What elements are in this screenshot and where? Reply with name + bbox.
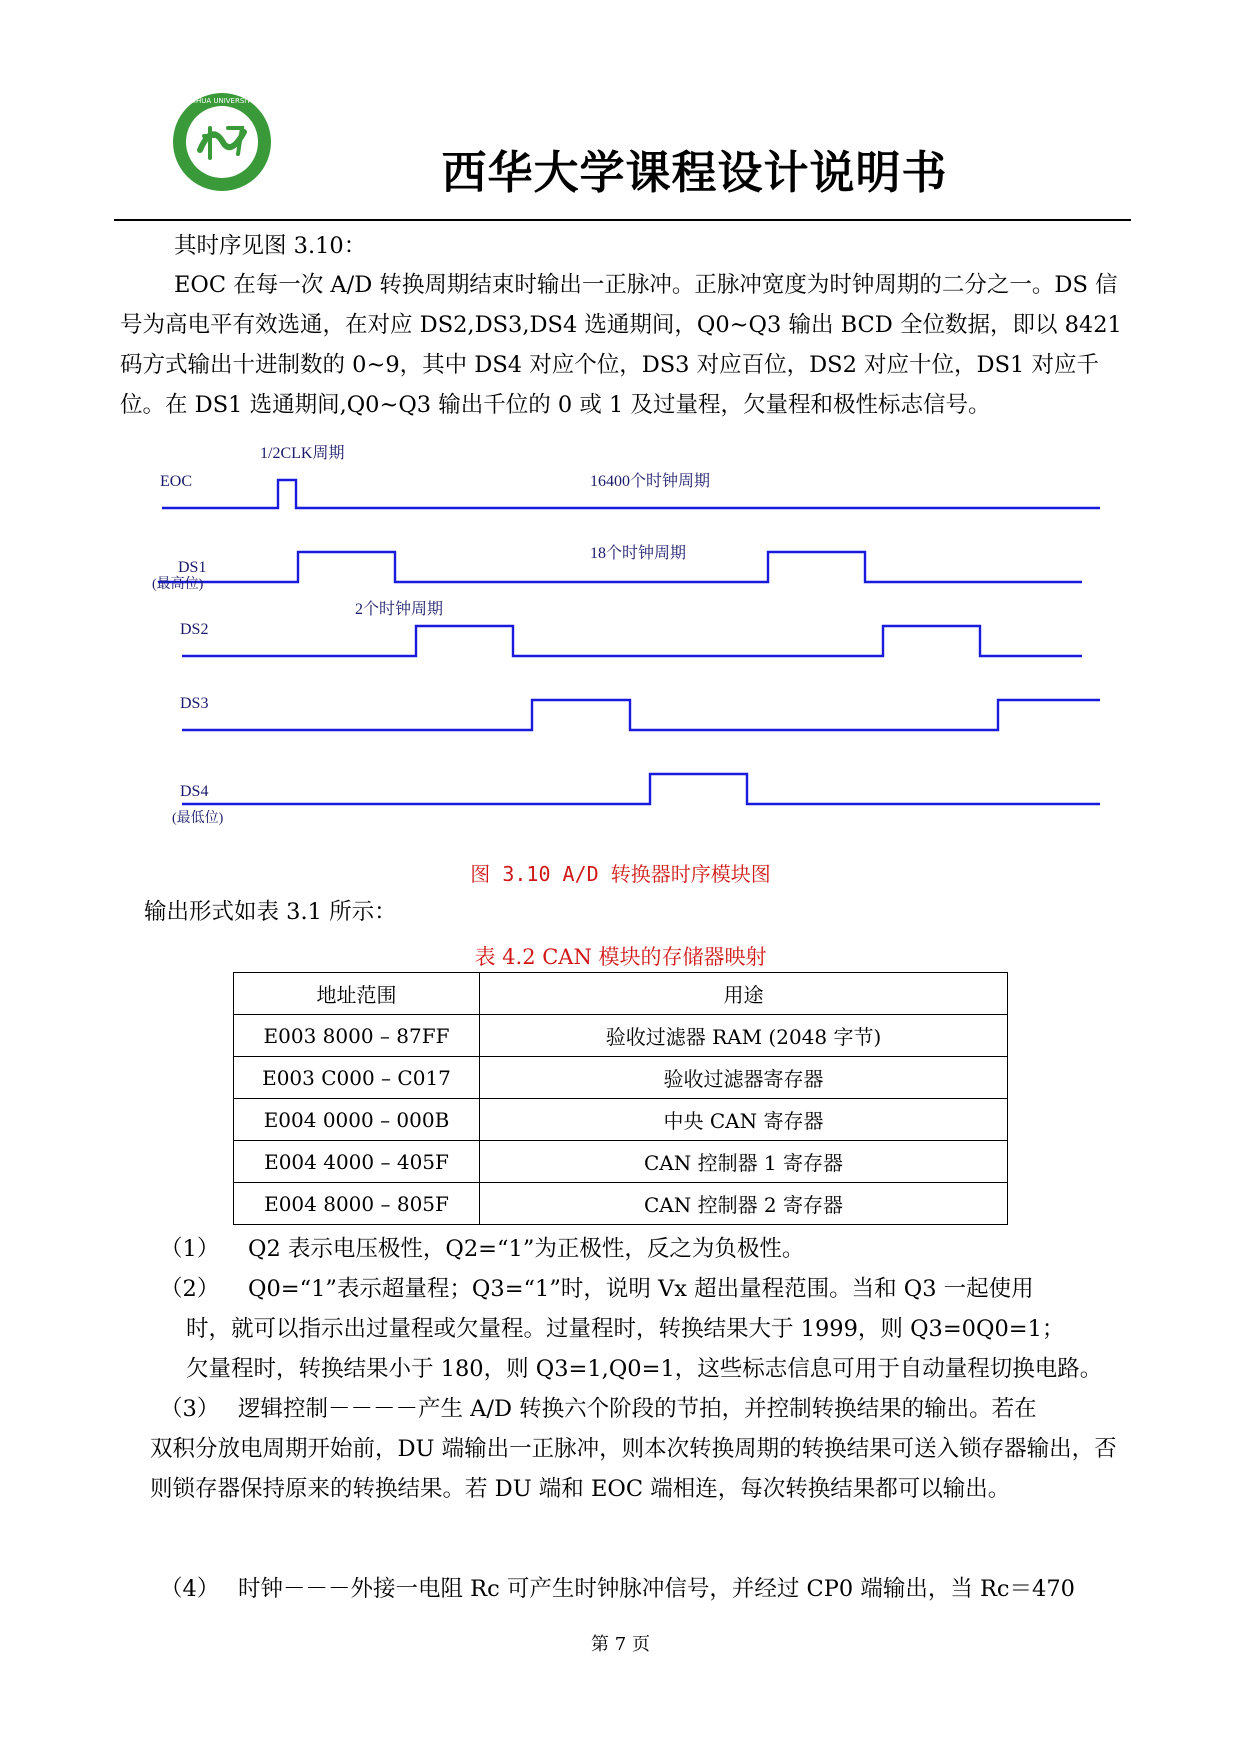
ds3-waveform <box>182 700 1100 730</box>
period-2-label: 2个时钟周期 <box>355 601 444 618</box>
eoc-paragraph: EOC 在每一次 A/D 转换周期结束时输出一正脉冲。正脉冲宽度为时钟周期的二分之一。DS 信号为高电平有效选通，在对应 DS2,DS3,DS4 选通期间，Q0~Q3 输出 BCD 全位数据，即以 8421 码方式输出十进制数的 0~9，其中 DS4 对应个位，DS3 对应百位，DS2 对应十位，DS1 对应千位。在 DS1 选通期间,Q0~Q3 输出千位的 0 或 1 及过量程，欠量程和极性标志信号。 <box>120 272 1122 418</box>
table-row <box>234 1015 1008 1057</box>
header-rule <box>114 219 1131 221</box>
list-item-4-number: （4） <box>160 1576 220 1602</box>
half-clk-label: 1/2CLK周期 <box>260 445 345 462</box>
table-intro: 输出形式如表 3.1 所示： <box>144 899 397 925</box>
list-item-3-line-1: 逻辑控制－－－－产生 A/D 转换六个阶段的节拍，并控制转换结果的输出。若在 <box>238 1396 1037 1422</box>
table-cell-usage: 中央 CAN 寄存器 <box>480 1099 1008 1141</box>
list-item-3-rest: 双积分放电周期开始前，DU 端输出一正脉冲，则本次转换周期的转换结果可送入锁存器输出，否则锁存器保持原来的转换结果。若 DU 端和 EOC 端相连，每次转换结果都可以输出。 <box>150 1436 1117 1502</box>
memory-map-table <box>233 972 1008 1225</box>
table-row <box>234 1183 1008 1225</box>
list-item-2-number: （2） <box>160 1276 220 1302</box>
table-cell-address: E004 8000 – 805F <box>234 1183 480 1225</box>
ds3-label: DS3 <box>180 695 209 712</box>
document-title-text: 西华大学课程设计说明书 <box>441 146 948 199</box>
lsb-label: (最低位) <box>172 811 224 826</box>
msb-label: (最高位) <box>152 577 204 592</box>
ds4-label: DS4 <box>180 783 209 800</box>
eoc-label: EOC <box>160 473 192 490</box>
timing-diagram <box>150 434 1110 844</box>
table-header-row <box>234 973 1008 1015</box>
table-row <box>234 1099 1008 1141</box>
document-title <box>0 136 1241 201</box>
table-row <box>234 1057 1008 1099</box>
table-cell-address: E004 0000 – 000B <box>234 1099 480 1141</box>
ds4-waveform <box>182 774 1100 804</box>
table-row <box>234 1141 1008 1183</box>
table-cell-address: E004 4000 – 405F <box>234 1141 480 1183</box>
ds2-waveform <box>182 626 1082 656</box>
table-cell-usage: 验收过滤器寄存器 <box>480 1057 1008 1099</box>
period-18-label: 18个时钟周期 <box>590 545 687 562</box>
list-item-4-line-1: 时钟－－－外接一电阻 Rc 可产生时钟脉冲信号，并经过 CP0 端输出，当 Rc＝470 <box>238 1576 1075 1602</box>
table-cell-usage: 验收过滤器 RAM (2048 字节) <box>480 1015 1008 1057</box>
table-cell-address: E003 C000 – C017 <box>234 1057 480 1099</box>
page-number: 第 7 页 <box>591 1634 650 1655</box>
list-item-3-number: （3） <box>160 1396 220 1422</box>
list-item-2-line-1: Q0=“1”表示超量程；Q3=“1”时，说明 Vx 超出量程范围。当和 Q3 一起使用 <box>248 1276 1034 1302</box>
table-header-usage: 用途 <box>480 973 1008 1015</box>
logo-text: XIHUA UNIVERSITY <box>189 97 255 105</box>
figure-caption: 图 3.10 A/D 转换器时序模块图 <box>470 862 771 886</box>
table-cell-usage: CAN 控制器 2 寄存器 <box>480 1183 1008 1225</box>
period-16400-label: 16400个时钟周期 <box>590 473 711 490</box>
ds2-label: DS2 <box>180 621 209 638</box>
intro-paragraph: 其时序见图 3.10： <box>174 233 367 259</box>
list-item-2-line-3: 欠量程时，转换结果小于 180，则 Q3=1,Q0=1，这些标志信息可用于自动量程切换电路。 <box>186 1356 1103 1382</box>
ds1-label: DS1 <box>178 559 207 576</box>
table-caption: 表 4.2 CAN 模块的存储器映射 <box>474 945 767 969</box>
table-cell-usage: CAN 控制器 1 寄存器 <box>480 1141 1008 1183</box>
list-item-1-number: （1） <box>160 1236 220 1262</box>
table-cell-address: E003 8000 – 87FF <box>234 1015 480 1057</box>
table-header-address: 地址范围 <box>234 973 480 1015</box>
list-item-1-text: Q2 表示电压极性，Q2=“1”为正极性，反之为负极性。 <box>248 1236 805 1262</box>
list-item-2-line-2: 时，就可以指示出过量程或欠量程。过量程时，转换结果大于 1999，则 Q3=0Q0=1； <box>186 1316 1065 1342</box>
